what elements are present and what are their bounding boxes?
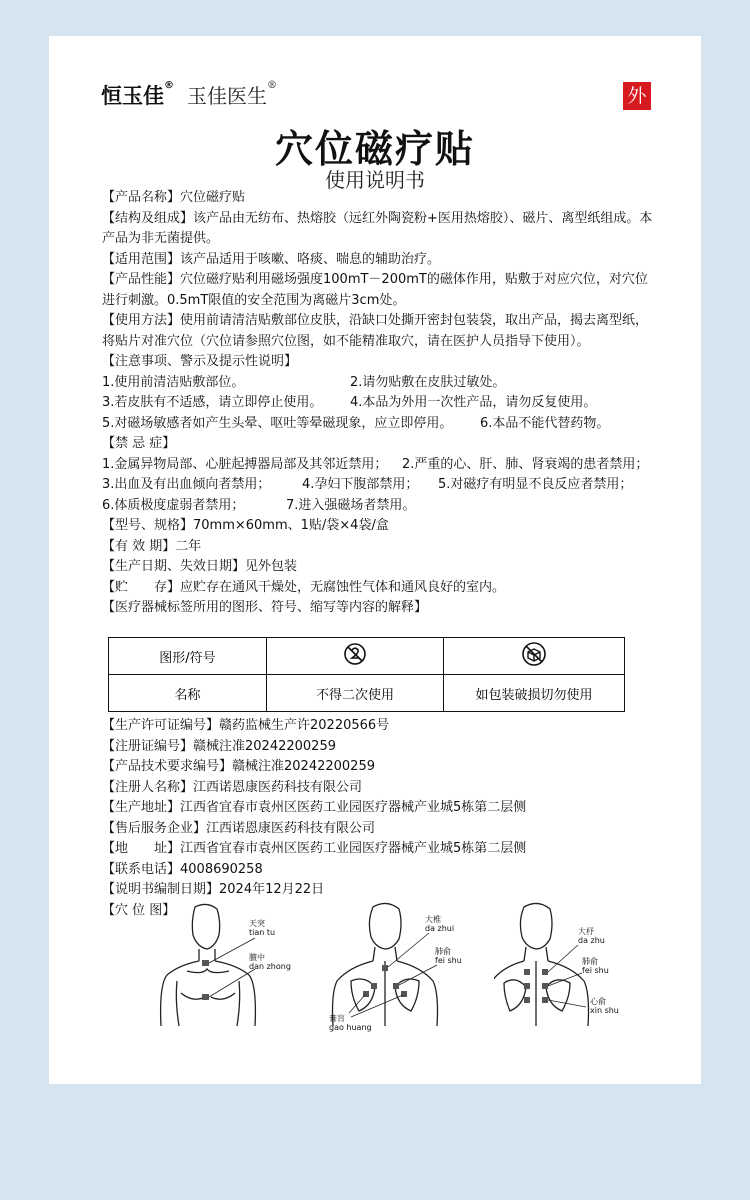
back-body-illustration-2 bbox=[494, 901, 654, 1026]
xinshu-point-right bbox=[542, 997, 548, 1003]
contraindications-header: 【禁 忌 症】 bbox=[102, 436, 176, 451]
do-not-use-if-damaged-icon bbox=[444, 638, 625, 675]
product-performance: 【产品性能】穴位磁疗贴利用磁场强度100mT－200mT的磁体作用，贴敷于对应穴位，对穴位进行刺激。0.5mT限值的安全范围为离磁片3cm处。 bbox=[102, 272, 648, 308]
storage: 【贮 存】应贮存在通风干燥处，无腐蚀性气体和通风良好的室内。 bbox=[102, 579, 506, 595]
registration-info bbox=[102, 716, 658, 921]
table-cell: 图形/符号 bbox=[109, 638, 267, 675]
back-figure-2 bbox=[494, 901, 654, 1026]
structure-composition: 【结构及组成】该产品由无纺布、热熔胶（远红外陶瓷粉+医用热熔胶）、磁片、离型纸组成。本产品为非无菌提供。 bbox=[102, 210, 653, 246]
contra-item: 6.体质极度虚弱者禁用； bbox=[102, 497, 245, 513]
dazhui-label: 大椎 da zhui bbox=[425, 915, 455, 933]
external-use-badge: 外 bbox=[623, 82, 651, 110]
contra-line-1 bbox=[102, 455, 658, 476]
brand-sub-logo: 玉佳医生® bbox=[187, 80, 277, 108]
model-spec: 【型号、规格】70mm×60mm、1贴/袋×4袋/盒 bbox=[102, 518, 389, 533]
table-cell: 名称 bbox=[109, 675, 267, 712]
warning-item: 4.本品为外用一次性产品，请勿反复使用。 bbox=[350, 395, 597, 410]
feishu-point-right bbox=[393, 983, 399, 989]
warning-item: 1.使用前清洁贴敷部位。 bbox=[102, 374, 245, 390]
contra-item: 3.出血及有出血倾向者禁用； bbox=[102, 477, 271, 492]
dazhui-point bbox=[382, 965, 388, 971]
warning-item: 6.本品不能代替药物。 bbox=[480, 415, 610, 431]
instruction-body bbox=[102, 188, 658, 619]
warning-item: 3.若皮肤有不适感，请立即停止使用。 bbox=[102, 395, 323, 410]
table-row bbox=[109, 638, 625, 675]
usage-method: 【使用方法】使用前请清洁贴敷部位皮肤，沿缺口处撕开密封包装袋，取出产品，揭去离型纸，将贴片对准穴位（穴位请参照穴位图，如不能精准取穴，请在医护人员指导下使用）。 bbox=[102, 313, 649, 349]
contra-item: 2.严重的心、肝、肺、肾衰竭的患者禁用； bbox=[402, 456, 649, 472]
shelf-life: 【有 效 期】二年 bbox=[102, 538, 202, 554]
warnings-line-3 bbox=[102, 414, 658, 435]
table-cell: 不得二次使用 bbox=[267, 675, 444, 712]
dazhu-point-left bbox=[524, 969, 530, 975]
contra-line-2 bbox=[102, 475, 658, 496]
feishu-label-2: 肺俞 fei shu bbox=[582, 957, 609, 975]
technical-requirement-number: 【产品技术要求编号】赣械注准20242200259 bbox=[102, 759, 375, 774]
no-reuse-icon bbox=[267, 638, 444, 675]
instruction-sheet bbox=[49, 36, 701, 1084]
xinshu-label: 心俞 xin shu bbox=[590, 997, 619, 1015]
tiantu-label: 天突 tian tu bbox=[249, 919, 276, 937]
production-license: 【生产许可证编号】赣药监械生产许20220566号 bbox=[102, 718, 390, 733]
tiantu-point bbox=[202, 960, 209, 966]
front-torso-figure bbox=[159, 901, 309, 1026]
back-body-illustration bbox=[329, 901, 489, 1031]
dazhu-point-right bbox=[542, 969, 548, 975]
symbol-table bbox=[108, 637, 625, 712]
label-symbols-header: 【医疗器械标签所用的图形、符号、缩写等内容的解释】 bbox=[102, 600, 428, 615]
warning-item: 2.请勿贴敷在皮肤过敏处。 bbox=[350, 374, 506, 390]
scope-of-use: 【适用范围】该产品适用于咳嗽、咯痰、喘息的辅助治疗。 bbox=[102, 251, 441, 267]
warnings-line-2 bbox=[102, 393, 658, 414]
contra-item: 5.对磁疗有明显不良反应者禁用； bbox=[438, 477, 633, 492]
warnings-header: 【注意事项、警示及提示性说明】 bbox=[102, 354, 298, 369]
danzhong-point bbox=[202, 994, 209, 1000]
table-row bbox=[109, 675, 625, 712]
gaohuang-label: 膏肓 gao huang bbox=[329, 1014, 372, 1032]
contra-item: 1.金属异物局部、心脏起搏器局部及其邻近禁用； bbox=[102, 456, 388, 472]
feishu2-point-left bbox=[524, 983, 530, 989]
document-subtitle: 使用说明书 bbox=[325, 168, 425, 192]
danzhong-label: 膻中 dan zhong bbox=[249, 953, 291, 971]
contact-phone: 【联系电话】4008690258 bbox=[102, 861, 263, 877]
table-cell: 如包装破损切勿使用 bbox=[444, 675, 625, 712]
feishu-label-1: 肺俞 fei shu bbox=[435, 947, 462, 965]
compile-date: 【说明书编制日期】2024年12月22日 bbox=[102, 882, 325, 897]
dazhu-label: 大杼 da zhu bbox=[578, 927, 605, 945]
xinshu-point-left bbox=[524, 997, 530, 1003]
product-name: 【产品名称】穴位磁疗贴 bbox=[102, 190, 246, 205]
warning-item: 5.对磁场敏感者如产生头晕、呕吐等晕磁现象，应立即停用。 bbox=[102, 415, 453, 431]
acupoint-chart-header: 【穴 位 图】 bbox=[102, 902, 176, 918]
registrant-name: 【注册人名称】江西诺恩康医药科技有限公司 bbox=[102, 779, 363, 795]
gaohuang-point-right bbox=[401, 991, 407, 997]
document-title: 穴位磁疗贴 bbox=[274, 127, 475, 171]
after-sales-company: 【售后服务企业】江西诺恩康医药科技有限公司 bbox=[102, 820, 376, 836]
warnings-line-1 bbox=[102, 373, 658, 394]
contra-item: 7.进入强磁场者禁用。 bbox=[286, 497, 416, 513]
contra-item: 4.孕妇下腹部禁用； bbox=[302, 477, 419, 492]
production-dates: 【生产日期、失效日期】见外包装 bbox=[102, 559, 298, 574]
registration-number: 【注册证编号】赣械注准20242200259 bbox=[102, 738, 336, 754]
feishu2-point-right bbox=[542, 983, 548, 989]
production-address: 【生产地址】江西省宜春市袁州区医药工业园医疗器械产业城5栋第二层侧 bbox=[102, 800, 527, 815]
contra-line-3 bbox=[102, 496, 658, 517]
back-figure-1 bbox=[329, 901, 489, 1031]
address: 【地 址】江西省宜春市袁州区医药工业园医疗器械产业城5栋第二层侧 bbox=[102, 841, 527, 856]
feishu-point-left bbox=[371, 983, 377, 989]
brand-logo: 恒玉佳® bbox=[101, 80, 174, 108]
